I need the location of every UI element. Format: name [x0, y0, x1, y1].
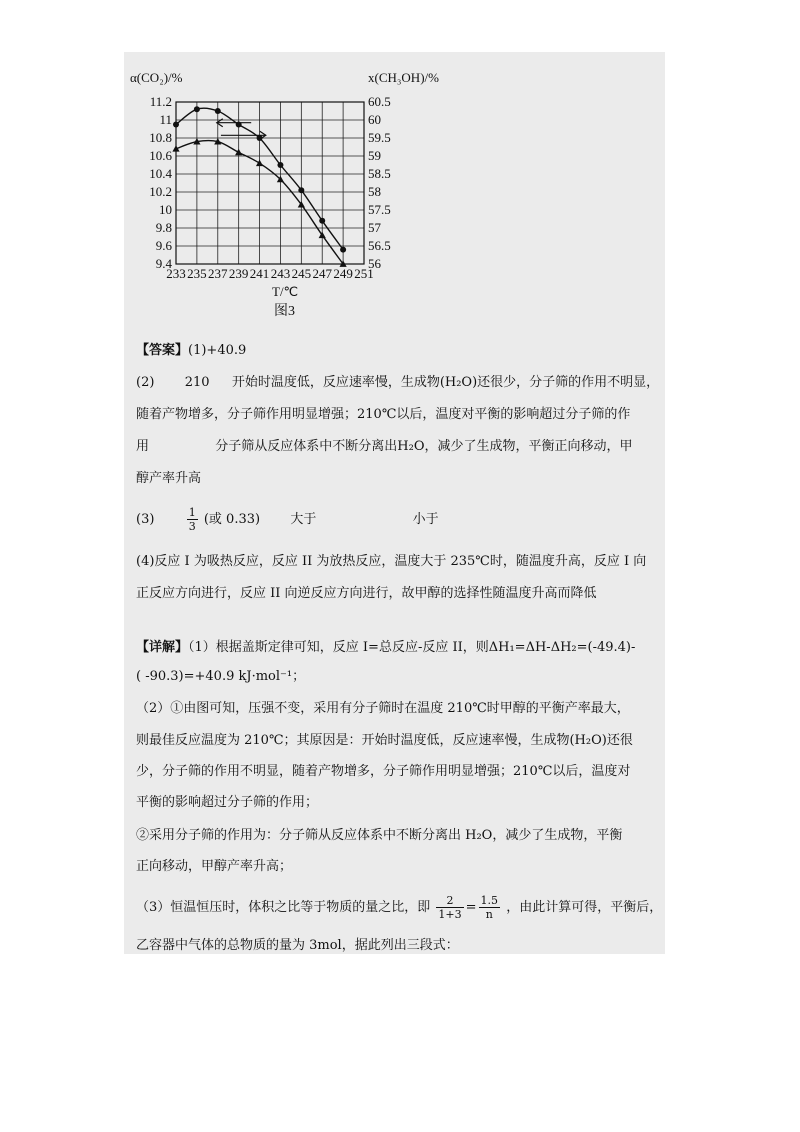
answer-q3-fraction-denominator: 3 — [188, 520, 196, 533]
detail-label: 【详解】 — [136, 640, 189, 655]
answer-q3-decimal: (或 0.33) — [203, 512, 261, 527]
x-tick-label: 245 — [291, 266, 312, 281]
figure-caption: 图3 — [274, 304, 295, 319]
y-left-tick-label: 10.8 — [149, 130, 172, 145]
data-point-circle — [173, 122, 179, 128]
y-right-tick-label: 60 — [368, 112, 381, 127]
detail-p2-line-3: 少，分子筛的作用不明显，随着产物增多，分子筛作用明显增强；210℃以后，温度对 — [136, 764, 631, 779]
answer-q1: (1)+40.9 — [188, 343, 247, 358]
y-left-axis-label: α(CO₂)/% — [130, 70, 183, 85]
detail-p2-line-4: 平衡的影响超过分子筛的作用； — [136, 795, 319, 810]
y-right-tick-label: 58.5 — [368, 166, 391, 181]
y-left-tick-label: 9.6 — [155, 238, 172, 253]
y-left-tick-label: 10.6 — [149, 148, 172, 163]
x-tick-label: 237 — [208, 266, 228, 281]
x-tick-label: 251 — [354, 266, 374, 281]
y-right-tick-label: 56 — [368, 256, 381, 271]
detail-p4-prefix: （3）恒温恒压时，体积之比等于物质的量之比，即 — [136, 900, 431, 915]
answer-q3-number: (3) — [136, 512, 155, 527]
y-right-tick-label: 56.5 — [368, 238, 391, 253]
x-tick-label: 249 — [333, 266, 353, 281]
data-point-triangle — [256, 160, 263, 166]
data-point-circle — [215, 108, 221, 114]
answer-q2-line-3 — [136, 437, 633, 457]
detail-p2-line-2: 则最佳反应温度为 210℃；其原因是：开始时温度低，反应速率慢，生成物(H₂O)还很 — [136, 733, 633, 748]
x-tick-label: 243 — [270, 266, 291, 281]
y-left-tick-label: 9.8 — [155, 220, 172, 235]
answer-q2-line-2: 随着产物增多，分子筛作用明显增强；210℃以后，温度对平衡的影响超过分子筛的作 — [136, 407, 631, 422]
detail-p4-fraction-1 — [436, 894, 463, 921]
detail-p3-line-1: ②采用分子筛的作用为：分子筛从反应体系中不断分离出 H₂O，减少了生成物，平衡 — [136, 828, 623, 843]
answer-q3-less: 小于 — [412, 512, 439, 527]
answer-q2-text-3b: 分子筛从反应体系中不断分离出H₂O，减少了生成物，平衡正向移动，甲 — [215, 439, 633, 454]
answer-q3-line — [136, 506, 439, 533]
data-point-circle — [340, 247, 346, 253]
detail-p4-fraction-2-numerator: 1.5 — [480, 894, 499, 907]
detail-p1-text-1: （1）根据盖斯定律可知，反应 I=总反应-反应 II，则ΔH₁=ΔH-ΔH₂=(-49.4)- — [188, 640, 636, 655]
answer-q3-greater: 大于 — [290, 512, 317, 527]
detail-p4-suffix: ，由此计算可得，平衡后， — [506, 900, 663, 915]
answer-q2-line-4: 醇产率升高 — [136, 471, 202, 486]
detail-p1-line-2: ( -90.3)=+40.9 kJ·mol⁻¹； — [136, 669, 306, 684]
detail-p5-line-1: 乙容器中气体的总物质的量为 3mol，据此列出三段式： — [136, 938, 459, 953]
detail-p2-line-1: （2）①由图可知，压强不变，采用有分子筛时在温度 210℃时甲醇的平衡产率最大， — [136, 701, 630, 716]
detail-p4-fraction-1-denominator: 1+3 — [438, 908, 462, 921]
y-right-tick-label: 59.5 — [368, 130, 391, 145]
answer-q4-line-2: 正反应方向进行，反应 II 向逆反应方向进行，故甲醇的选择性随温度升高而降低 — [136, 586, 597, 601]
x-tick-label: 233 — [166, 266, 186, 281]
answer-q3-fraction — [187, 506, 198, 533]
data-point-triangle — [235, 149, 242, 155]
answer-q2-number: (2) — [136, 375, 155, 390]
answer-line-1 — [136, 341, 246, 361]
y-left-tick-label: 11.2 — [149, 94, 172, 109]
answer-q2-text-3a: 用 — [136, 439, 150, 454]
x-axis-label: T/℃ — [272, 284, 299, 299]
x-tick-label: 235 — [187, 266, 207, 281]
x-tick-label: 239 — [228, 266, 249, 281]
chart-ticks — [149, 94, 391, 281]
y-right-tick-label: 59 — [368, 148, 381, 163]
y-right-tick-label: 60.5 — [368, 94, 391, 109]
chart — [124, 52, 439, 324]
detail-p4-fraction-1-numerator: 2 — [436, 894, 463, 908]
answer-q2-value: 210 — [184, 375, 210, 390]
data-point-circle — [277, 162, 283, 168]
y-left-tick-label: 11 — [159, 112, 172, 127]
y-right-tick-label: 58 — [368, 184, 381, 199]
detail-p4-fraction-2-denominator: n — [485, 908, 493, 921]
data-point-circle — [194, 106, 200, 112]
y-left-tick-label: 9.4 — [155, 256, 172, 271]
detail-p4-equals: = — [465, 900, 477, 915]
answer-q4-line-1: (4)反应 I 为吸热反应，反应 II 为放热反应，温度大于 235℃时，随温度升高，反应 I 向 — [136, 554, 647, 569]
detail-line-1 — [136, 638, 635, 658]
y-right-tick-label: 57.5 — [368, 202, 391, 217]
answer-q2-line-1 — [136, 373, 659, 393]
y-right-axis-label: x(CH₃OH)/% — [368, 70, 439, 85]
y-left-tick-label: 10 — [159, 202, 172, 217]
x-tick-label: 247 — [312, 266, 332, 281]
y-left-tick-label: 10.4 — [149, 166, 172, 181]
y-left-tick-label: 10.2 — [149, 184, 172, 199]
answer-q2-text-1: 开始时温度低，反应速率慢，生成物(H₂O)还很少，分子筛的作用不明显， — [231, 375, 660, 390]
detail-p4-line — [136, 894, 662, 921]
detail-p4-fraction-2 — [479, 894, 501, 921]
detail-p3-line-2: 正向移动，甲醇产率升高； — [136, 859, 293, 874]
y-right-tick-label: 57 — [368, 220, 381, 235]
x-tick-label: 241 — [249, 266, 270, 281]
answer-q3-fraction-numerator: 1 — [188, 506, 196, 519]
data-point-circle — [298, 187, 304, 193]
answer-label: 【答案】 — [136, 343, 189, 358]
data-point-circle — [319, 218, 325, 224]
